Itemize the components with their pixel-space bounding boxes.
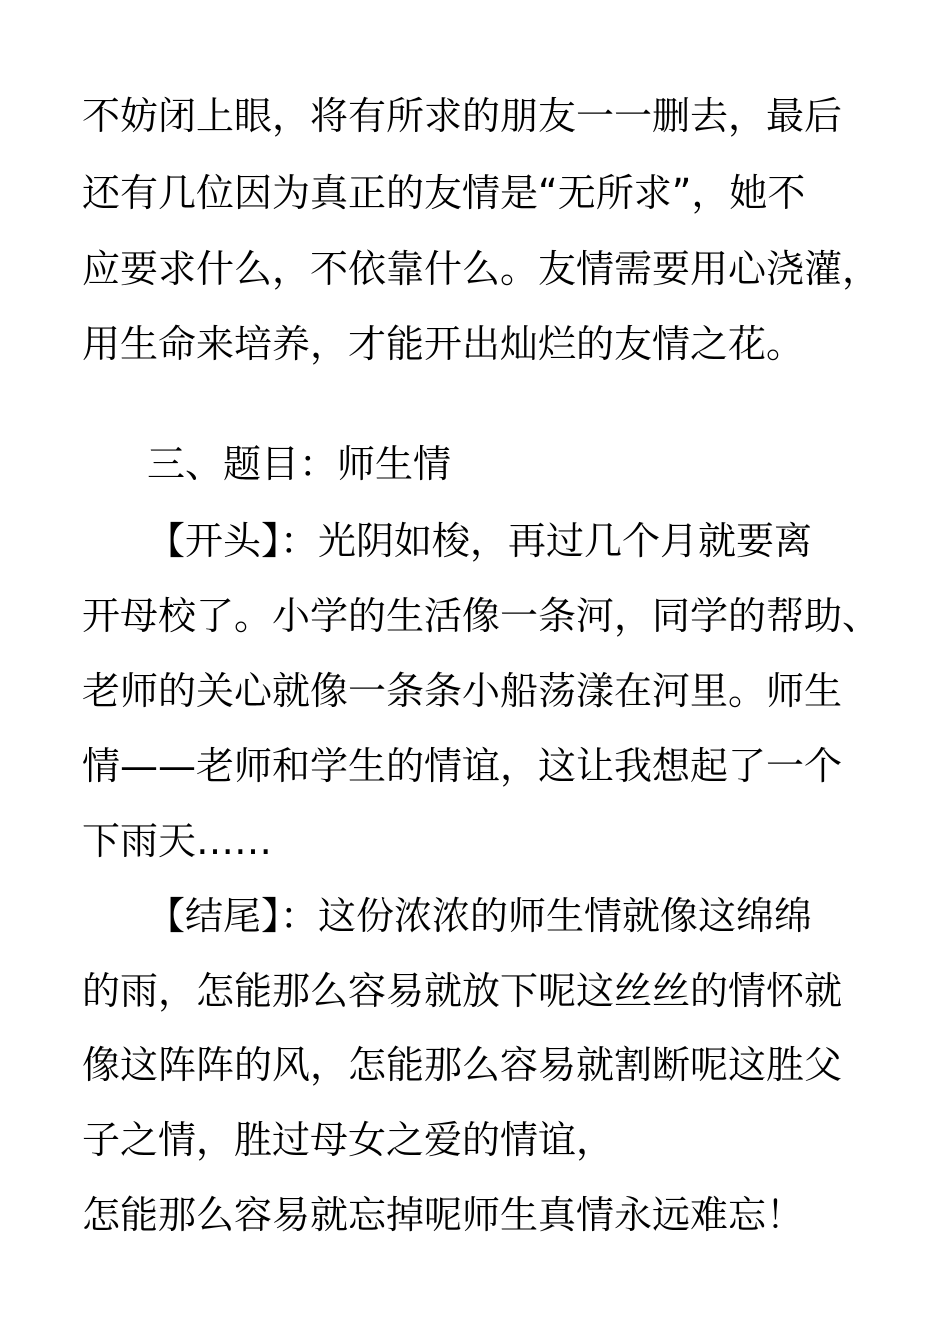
paragraph-line: 老师的关心就像一条条小船荡漾在河里。师生 xyxy=(82,669,843,713)
paragraph-line: 像这阵阵的风，怎能那么容易就割断呢这胜父 xyxy=(82,1043,843,1087)
paragraph-line: 还有几位因为真正的友情是“无所求”，她不 xyxy=(82,171,806,215)
paragraph-line: 怎能那么容易就忘掉呢师生真情永远难忘！ xyxy=(82,1193,805,1237)
paragraph-line: 用生命来培养，才能开出灿烂的友情之花。 xyxy=(82,322,805,366)
paragraph-line: 【开头】：光阴如梭，再过几个月就要离 xyxy=(147,519,813,563)
paragraph-line: 的雨，怎能那么容易就放下呢这丝丝的情怀就 xyxy=(82,969,843,1013)
section-heading: 三、题目：师生情 xyxy=(147,442,452,486)
paragraph-line: 情——老师和学生的情谊，这让我想起了一个 xyxy=(82,744,843,788)
paragraph-line: 不妨闭上眼，将有所求的朋友一一删去，最后 xyxy=(82,94,843,138)
paragraph-line: 开母校了。小学的生活像一条河，同学的帮助、 xyxy=(82,594,881,638)
paragraph-line: 【结尾】：这份浓浓的师生情就像这绵绵 xyxy=(147,894,813,938)
paragraph-line: 下雨天…… xyxy=(82,819,273,863)
paragraph-line: 子之情，胜过母女之爱的情谊， xyxy=(82,1118,615,1162)
paragraph-line: 应要求什么，不依靠什么。友情需要用心浇灌， xyxy=(82,247,881,291)
